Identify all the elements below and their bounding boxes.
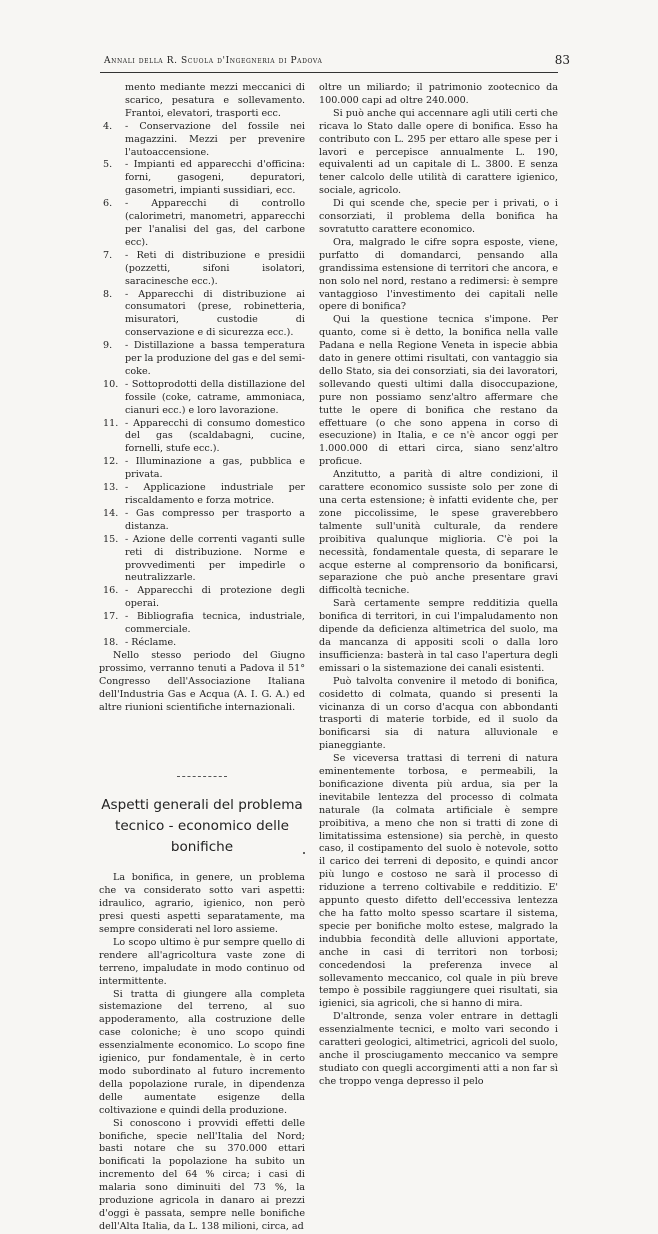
list-item	[99, 121, 305, 160]
section-title-line-2: tecnico - economico delle bonifiche	[114, 818, 290, 856]
section-title	[99, 795, 305, 858]
list-item	[99, 534, 305, 586]
body-paragraph: Anzitutto, a parità di altre condizioni, il carattere economico sussiste solo per zone di una certa estensione; è infatti evidente che, per zone piccolissime, le spese graverebbero talmente sull'unità culturale, da rendere proibitiva qualunque miglioria. C'è poi la necessità, fondamentale questa, di separare le acque esterne al comprensorio da bonificarsi, separazione che può anche presentare gravi difficoltà tecniche.	[319, 469, 558, 597]
list-item-text: - Apparecchi di distribuzione ai consumatori (prese, robinetteria, misuratori, custodie di conservazione e di sicurezza ecc.).	[125, 288, 305, 339]
list-item	[99, 585, 305, 611]
topic-list	[99, 121, 305, 650]
body-paragraph: Sarà certamente sempre redditizia quella bonifica di territori, in cui l'impaludamento non dipende da deficienza altimetrica del suolo, ma da mancanza di appositi scoli o dalla loro insufficienza: basterà in tal caso l'apertura degli emissari o la sistemazione dei canali esistenti.	[319, 598, 558, 674]
body-paragraph: Si tratta di giungere alla completa sistemazione del terreno, al suo appoderamento, alla costruzione delle case coloniche; è uno scopo quindi essenzialmente economico. Lo scopo fine igienico, pur fondamentale, è in certo modo subordinato al futuro incremento della popolazione rurale, in dipendenza delle aumentate esigenze della coltivazione e quindi della produzione.	[99, 988, 305, 1116]
list-item-number: 11.	[103, 417, 119, 429]
list-item	[99, 340, 305, 379]
list-item	[99, 379, 305, 418]
section-divider	[177, 776, 227, 777]
body-paragraph: Si può anche qui accennare agli utili certi che ricava lo Stato dalle opere di bonifica. Esso ha contributo con L. 295 per ettaro alle spese per i lavori e percepisce annualmente L. 190, equivalenti ad un capitale di L. 3800. E senza tener calcolo delle utilità di carattere igienico, sociale, agricolo.	[319, 107, 558, 197]
list-item-text: - Apparecchi di controllo (calorimetri, manometri, apparecchi per l'analisi del gas, del carbone ecc).	[125, 198, 305, 248]
page-mark	[303, 852, 305, 854]
list-item	[99, 159, 305, 198]
running-header	[0, 53, 658, 70]
list-item-number: 16.	[103, 585, 119, 597]
body-paragraph: D'altronde, senza voler entrare in dettagli essenzialmente tecnici, e molto vari secondo i caratteri geologici, altimetrici, agricoli del suolo, anche il prosciugamento meccanico va sempre studiato con quegli accorgimenti atti a non far sì che troppo venga depresso il pelo	[319, 1011, 558, 1087]
list-item-number: 8.	[103, 288, 113, 300]
right-column	[319, 82, 558, 1089]
left-body	[99, 872, 305, 1233]
list-item-text: - Distillazione a bassa temperatura per la produzione del gas e del semi-coke.	[125, 340, 305, 377]
list-item-text: - Reti di distribuzione e presidii (pozzetti, sifoni isolatori, saracinesche ecc.).	[125, 249, 305, 287]
list-item	[99, 508, 305, 534]
list-item-text: - Sottoprodotti della distillazione del fossile (coke, catrame, ammoniaca, cianuri ecc.) e loro lavorazione.	[125, 378, 305, 416]
list-continuation: mento mediante mezzi meccanici di scarico, pesatura e sollevamento. Frantoi, elevatori, trasporti ecc.	[125, 82, 305, 119]
left-column	[99, 82, 305, 1234]
section-title-line-1: Aspetti generali del problema	[101, 797, 303, 814]
list-item-number: 5.	[103, 159, 113, 171]
body-paragraph: Di qui scende che, specie per i privati, o i consorziati, il problema della bonifica ha sovratutto carattere economico.	[319, 198, 558, 235]
list-item-number: 6.	[103, 198, 113, 210]
list-item-text: - Bibliografia tecnica, industriale, commerciale.	[125, 611, 305, 636]
list-item-number: 12.	[103, 456, 119, 468]
list-item-number: 14.	[103, 507, 119, 519]
list-item-number: 13.	[103, 482, 119, 494]
list-item-number: 15.	[103, 533, 119, 545]
list-item	[99, 611, 305, 637]
list-item	[99, 456, 305, 482]
header-rule	[100, 72, 558, 73]
list-item-text: - Impianti ed apparecchi d'officina: forni, gasogeni, depuratori, gasometri, impianti sussidiari, ecc.	[125, 159, 305, 197]
body-paragraph: Può talvolta convenire il metodo di bonifica, cosidetto di colmata, quando si presenti la vicinanza di un corso d'acqua con abbondanti trasporti di materie torbide, ed il suolo da bonificarsi sia di natura alluvionale e pianeggiante.	[319, 675, 558, 752]
congress-note: Nello stesso periodo del Giugno prossimo, verranno tenuti a Padova il 51° Congresso dell'Associazione Italiana dell'Industria Gas e Acqua (A. I. G. A.) ed altre riunioni scientifiche internazionali.	[99, 649, 305, 713]
list-item-text: - Azione delle correnti vaganti sulle reti di distribuzione. Norme e provvedimenti per impedirle o neutralizzarle.	[125, 533, 305, 584]
list-item-text: - Illuminazione a gas, pubblica e privata.	[125, 456, 305, 481]
body-paragraph: La bonifica, in genere, un problema che va considerato sotto vari aspetti: idraulico, agrario, igienico, non però presi questi aspetti separatamente, ma sempre considerati nel loro assieme.	[99, 872, 305, 936]
list-item	[99, 198, 305, 250]
list-item-number: 18.	[103, 636, 119, 648]
list-item	[99, 250, 305, 289]
list-item-text: - Apparecchi di protezione degli operai.	[125, 585, 305, 610]
list-item-number: 9.	[103, 340, 113, 352]
list-item-text: - Applicazione industriale per riscaldamento e forza motrice.	[125, 482, 305, 506]
body-paragraph: Si conoscono i provvidi effetti delle bonifiche, specie nell'Italia del Nord; basti notare che su 370.000 ettari bonificati la popolazione ha subito un incremento del 64 % circa; i casi di malaria sono diminuiti del 73 %, la produzione agricola in danaro ai prezzi d'oggi è passata, sempre nelle bonifiche dell'Alta Italia, da L. 138 milioni, circa, ad	[99, 1117, 305, 1232]
list-item-number: 17.	[103, 611, 119, 623]
body-paragraph: Qui la questione tecnica s'impone. Per quanto, come si è detto, la bonifica nella valle Padana e nella Regione Veneta in ispecie abbia dato in genere ottimi risultati, con vantaggio sia dello Stato, sia dei consorziati, sia dei lavoratori, sollevando questi ultimi dalla disoccupazione, pure non possiamo senz'altro affermare che tutte le opere di bonifica che restano da effettuare (o che sono appena in corso di esecuzione) in Italia, e ce n'è ancor oggi per 1.000.000 di ettari circa, siano senz'altro proficue.	[319, 314, 558, 468]
list-item-text: - Apparecchi di consumo domestico del gas (scaldabagni, cucine, fornelli, stufe ecc.).	[125, 417, 305, 455]
body-paragraph: Lo scopo ultimo è pur sempre quello di rendere all'agricoltura vaste zone di terreno, impaludate in modo continuo od intermittente.	[99, 936, 305, 987]
list-item-number: 10.	[103, 378, 119, 390]
body-paragraph: oltre un miliardo; il patrimonio zootecnico da 100.000 capi ad oltre 240.000.	[319, 82, 558, 106]
list-item	[99, 637, 305, 650]
list-item-number: 7.	[103, 249, 113, 261]
list-item	[99, 482, 305, 508]
list-item	[99, 289, 305, 341]
list-item	[99, 418, 305, 457]
body-paragraph: Ora, malgrado le cifre sopra esposte, viene, purfatto di domandarci, pensando alla grandissima estensione di territori che ancora, e non solo nel nord, restano a redimersi: è sempre vantaggioso l'investimento dei capitali nelle opere di bonifica?	[319, 236, 558, 313]
page-number: 83	[554, 53, 570, 67]
list-item-text: - Réclame.	[125, 636, 177, 648]
list-item-number: 4.	[103, 120, 113, 132]
list-item-text: - Conservazione del fossile nei magazzini. Mezzi per prevenire l'autoaccensione.	[125, 120, 305, 158]
journal-title: Annali della R. Scuola d'Ingegneria di Padova	[104, 56, 323, 66]
list-item-text: - Gas compresso per trasporto a distanza.	[125, 507, 305, 532]
body-paragraph: Se viceversa trattasi di terreni di natura eminentemente torbosa, e permeabili, la bonificazione diventa più ardua, sia per la inevitabile lentezza del processo di colmata naturale (la colmata artificiale è sempre proibitiva, a meno che non si tratti di zone di limitatissima estensione) sia perchè, in questo caso, il costipamento del suolo è notevole, sotto il carico dei terreni di deposito, e quindi ancor più lungo e costoso ne sarà il processo di riduzione a terreno coltivabile e redditizio. E' appunto questo difetto dell'eccessiva lentezza che ha fatto molto spesso scartare il sistema, specie per bonifiche molto estese, malgrado la indubbia fecondità delle alluvioni apportate, anche in casi di territori non torbosi; concedendosi la preferenza invece al sollevamento meccanico, col quale in più breve tempo è possibile raggiungere quei risultati, sia igienici, sia agricoli, che si hanno di mira.	[319, 753, 558, 1010]
